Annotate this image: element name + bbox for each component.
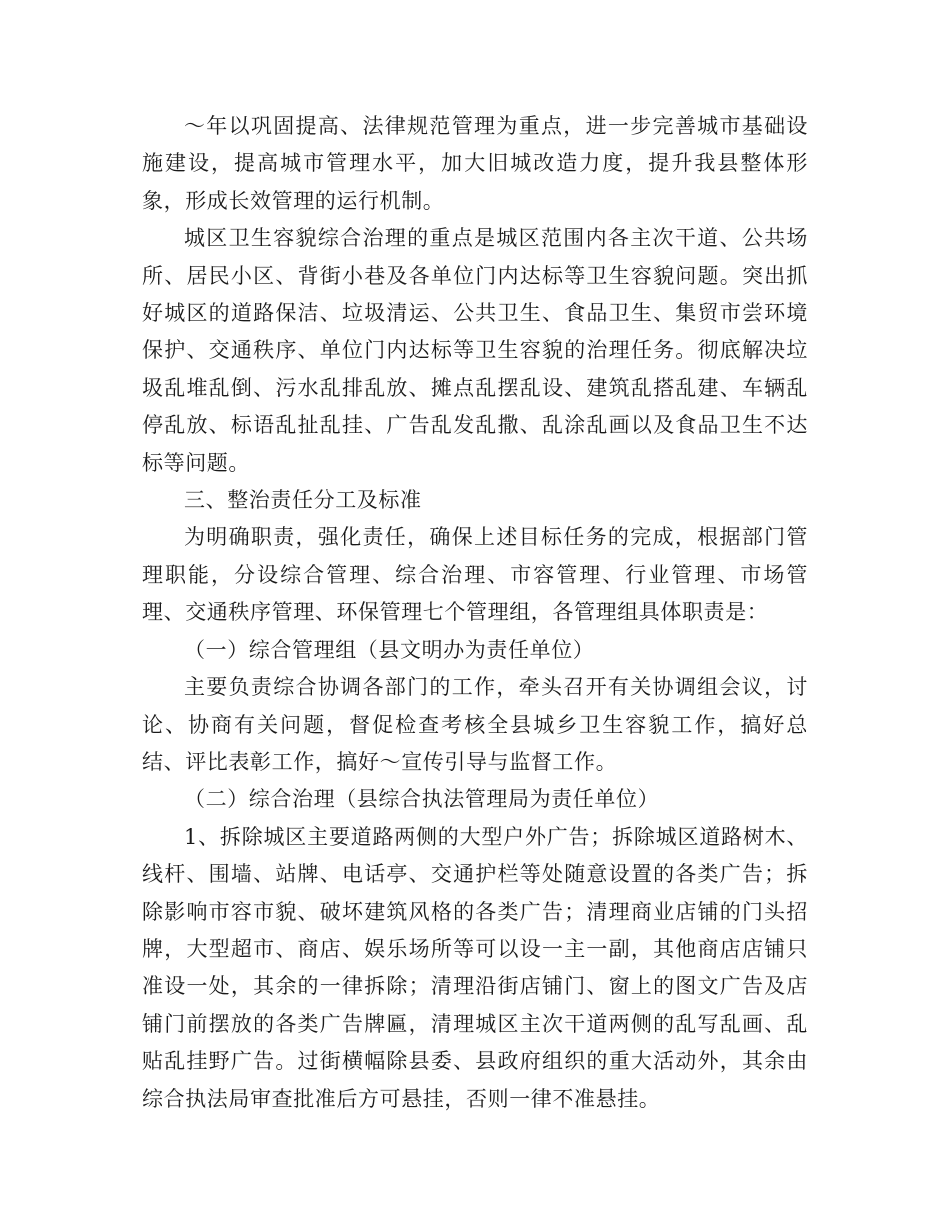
paragraph-comprehensive-management: 主要负责综合协调各部门的工作，牵头召开有关协调组会议，讨论、协商有关问题，督促检查考核全县城乡卫生容貌工作，搞好总结、评比表彰工作，搞好～宣传引导与监督工作。 [142, 675, 808, 774]
paragraph-responsibility-intro: 为明确职责，强化责任，确保上述目标任务的完成，根据部门管理职能，分设综合管理、综合治理、市容管理、行业管理、市场管理、交通秩序管理、环保管理七个管理组，各管理组具体职责是： [142, 525, 808, 625]
subheading-comprehensive-management: （一）综合管理组（县文明办为责任单位） [184, 637, 595, 662]
paragraph-goal-continuation: ～年以巩固提高、法律规范管理为重点，进一步完善城市基础设施建设，提高城市管理水平，加大旧城改造力度，提升我县整体形象，形成长效管理的运行机制。 [142, 114, 808, 213]
paragraph-sanitation-focus: 城区卫生容貌综合治理的重点是城区范围内各主次干道、公共场所、居民小区、背街小巷及各单位门内达标等卫生容貌问题。突出抓好城区的道路保洁、垃圾清运、公共卫生、食品卫生、集贸市尝环境保护、交通秩序、单位门内达标等卫生容貌的治理任务。彻底解决垃圾乱堆乱倒、污水乱排乱放、摊点乱摆乱设、建筑乱搭乱建、车辆乱停乱放、标语乱扯乱挂、广告乱发乱撒、乱涂乱画以及食品卫生不达标等问题。 [142, 226, 808, 475]
paragraph-advertising-removal: 1、拆除城区主要道路两侧的大型户外广告；拆除城区道路树木、线杆、围墙、站牌、电话亭、交通护栏等处随意设置的各类广告；拆除影响市容市貌、破坏建筑风格的各类广告；清理商业店铺的门头招牌，大型超市、商店、娱乐场所等可以设一主一副，其他商店店铺只准设一处，其余的一律拆除；清理沿街店铺门、窗上的图文广告及店铺门前摆放的各类广告牌匾，清理城区主次干道两侧的乱写乱画、乱贴乱挂野广告。过街横幅除县委、县政府组织的重大活动外，其余由综合执法局审查批准后方可悬挂，否则一律不准悬挂。 [142, 824, 808, 1111]
subheading-comprehensive-governance: （二）综合治理（县综合执法管理局为责任单位） [184, 787, 660, 812]
document-body [142, 108, 808, 1118]
section-heading-responsibility: 三、整治责任分工及标准 [184, 488, 422, 513]
